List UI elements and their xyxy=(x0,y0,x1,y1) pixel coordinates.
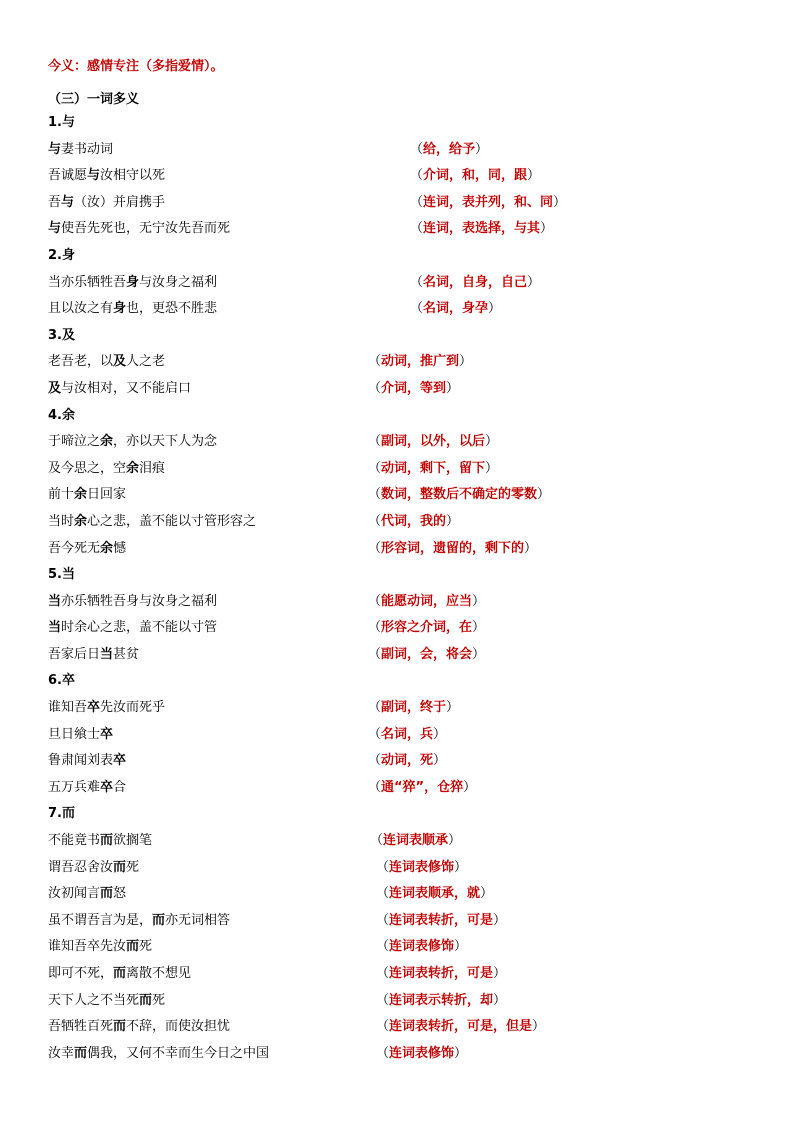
example-text-before: 吾今死无 xyxy=(48,540,101,556)
example-row xyxy=(48,908,768,935)
gloss xyxy=(368,376,459,403)
example-row xyxy=(48,296,768,323)
paren-open: （ xyxy=(376,859,390,875)
example-sentence xyxy=(48,748,126,775)
example-text-before: 即可不死， xyxy=(48,966,114,981)
example-row xyxy=(48,881,768,908)
gloss-text: 副词，会，将会 xyxy=(381,646,473,662)
paren-close: ） xyxy=(485,434,499,450)
word-heading: 7.而 xyxy=(48,806,75,822)
example-text-before: 前十 xyxy=(48,487,75,503)
gloss xyxy=(368,482,550,509)
gloss-text: 介词，等到 xyxy=(381,380,447,396)
example-sentence xyxy=(48,722,113,749)
modern-meaning-text: 感情专注（多指爱情）。 xyxy=(87,59,224,74)
key-word: 及 xyxy=(113,354,127,370)
key-word: 身 xyxy=(126,274,140,290)
example-row xyxy=(48,934,768,961)
example-text-before: 鲁肃闻刘表 xyxy=(48,753,114,769)
key-word: 身 xyxy=(113,301,127,317)
example-sentence xyxy=(48,589,217,616)
gloss xyxy=(376,908,506,935)
example-row xyxy=(48,163,768,190)
example-row xyxy=(48,509,768,536)
key-word: 余 xyxy=(100,540,114,556)
example-text-before: 吾 xyxy=(48,194,62,210)
example-row xyxy=(48,349,768,376)
example-text-before: 当亦乐牺牲吾 xyxy=(48,274,127,290)
paren-close: ） xyxy=(472,646,486,662)
gloss-text: 连词表顺承，就 xyxy=(389,886,481,902)
example-text-after: 先汝而死乎 xyxy=(100,700,166,716)
paren-open: （ xyxy=(410,301,424,317)
key-word: 卒 xyxy=(113,753,127,769)
key-word: 及 xyxy=(48,380,62,396)
example-text-after: 死 xyxy=(126,859,140,875)
example-row xyxy=(48,722,768,749)
key-word: 而 xyxy=(139,992,153,1008)
example-row xyxy=(48,615,768,642)
gloss xyxy=(410,163,540,190)
example-text-after: 死 xyxy=(152,992,166,1008)
word-heading: 4.余 xyxy=(48,407,75,423)
example-sentence xyxy=(48,349,165,376)
example-row xyxy=(48,137,768,164)
paren-close: ） xyxy=(446,700,460,716)
gloss-text: 名词，自身，自己 xyxy=(423,274,528,290)
example-sentence xyxy=(48,855,139,882)
example-text-before: 吾牺牲百死 xyxy=(48,1019,114,1035)
example-row xyxy=(48,775,768,802)
gloss xyxy=(410,270,540,297)
example-text-after: 不辞，而使汝担忧 xyxy=(126,1019,231,1035)
paren-open: （ xyxy=(410,141,424,157)
example-row xyxy=(48,988,768,1015)
paren-close: ） xyxy=(527,168,541,184)
example-row xyxy=(48,1041,768,1068)
example-row xyxy=(48,216,768,243)
key-word: 与 xyxy=(87,168,101,184)
example-row xyxy=(48,429,768,456)
example-text-after: 离散不想见 xyxy=(126,966,192,981)
example-text-before: 当时 xyxy=(48,513,75,529)
example-row xyxy=(48,642,768,669)
paren-open: （ xyxy=(368,726,382,742)
gloss xyxy=(368,536,537,563)
paren-close: ） xyxy=(475,141,489,157)
gloss-text: 动词，死 xyxy=(381,753,434,769)
paren-open: （ xyxy=(368,620,382,636)
paren-close: ） xyxy=(527,274,541,290)
gloss-text: 形容之介词，在 xyxy=(381,620,473,636)
key-word: 当 xyxy=(48,620,62,636)
paren-open: （ xyxy=(376,1019,390,1035)
example-text-before: 老吾老，以 xyxy=(48,354,114,370)
gloss-text: 动词，推广到 xyxy=(381,354,460,370)
gloss xyxy=(368,722,446,749)
example-text-after: 欲搁笔 xyxy=(113,833,153,849)
example-text-after: 也，更恐不胜悲 xyxy=(126,301,218,317)
gloss-text: 副词，以外，以后 xyxy=(381,434,486,450)
paren-open: （ xyxy=(368,700,382,716)
paren-open: （ xyxy=(376,966,390,981)
word-heading: 2.身 xyxy=(48,247,75,263)
example-text-before: 不能竟书 xyxy=(48,833,101,849)
paren-close: ） xyxy=(472,620,486,636)
gloss xyxy=(368,748,446,775)
key-word: 余 xyxy=(100,434,114,450)
paren-open: （ xyxy=(376,886,390,902)
key-word: 余 xyxy=(74,513,88,529)
section-title: （三）一词多义 xyxy=(48,92,140,107)
example-text-after: 怒 xyxy=(113,886,127,902)
paren-open: （ xyxy=(410,168,424,184)
example-text-before: 于啼泣之 xyxy=(48,434,101,450)
paren-close: ） xyxy=(446,513,460,529)
gloss-text: 连词表转折，可是 xyxy=(389,912,494,928)
example-sentence xyxy=(48,1014,230,1041)
example-text-before: 虽不谓吾言为是， xyxy=(48,912,153,928)
example-row xyxy=(48,961,768,988)
word-heading: 5.当 xyxy=(48,567,75,583)
example-text-before: 汝幸 xyxy=(48,1045,75,1061)
example-sentence xyxy=(48,190,165,217)
gloss-text: 连词表修饰 xyxy=(389,859,455,875)
paren-close: ） xyxy=(493,912,507,928)
example-sentence xyxy=(48,536,126,563)
paren-close: ） xyxy=(553,194,567,210)
paren-open: （ xyxy=(368,380,382,396)
key-word: 而 xyxy=(113,859,127,875)
word-heading: 1.与 xyxy=(48,115,75,130)
example-row xyxy=(48,536,768,563)
gloss-text: 通“猝”，仓猝 xyxy=(381,779,464,795)
paren-close: ） xyxy=(433,753,447,769)
example-sentence xyxy=(48,429,217,456)
key-word: 与 xyxy=(48,221,62,237)
key-word: 卒 xyxy=(100,726,114,742)
example-sentence xyxy=(48,482,126,509)
paren-open: （ xyxy=(368,513,382,529)
gloss-text: 连词表转折，可是 xyxy=(389,966,494,981)
example-text-before: 汝初闻言 xyxy=(48,886,101,902)
paren-open: （ xyxy=(376,939,390,955)
example-row xyxy=(48,482,768,509)
example-text-after: 日回家 xyxy=(87,487,127,503)
example-text-before: 谁知吾 xyxy=(48,700,88,716)
gloss xyxy=(368,509,459,536)
gloss xyxy=(376,988,506,1015)
gloss xyxy=(376,934,467,961)
key-word: 而 xyxy=(113,966,127,981)
key-word: 而 xyxy=(100,833,114,849)
example-text-after: 与汝相对，又不能启口 xyxy=(61,380,192,396)
example-text-after: 亦乐牺牲吾身与汝身之福利 xyxy=(61,593,218,609)
example-sentence xyxy=(48,1041,269,1068)
example-text-after: 甚贫 xyxy=(113,646,140,662)
example-sentence xyxy=(48,216,230,243)
gloss xyxy=(376,1041,467,1068)
example-text-before: 天下人之不当死 xyxy=(48,992,140,1008)
example-row xyxy=(48,270,768,297)
example-sentence xyxy=(48,615,217,642)
example-text-after: ，亦以天下人为念 xyxy=(113,434,218,450)
paren-close: ） xyxy=(446,380,460,396)
example-sentence xyxy=(48,296,217,323)
paren-open: （ xyxy=(368,753,382,769)
example-text-before: 吾诚愿 xyxy=(48,168,88,184)
paren-close: ） xyxy=(433,726,447,742)
gloss xyxy=(368,349,472,376)
example-text-before: 旦日飨士 xyxy=(48,726,101,742)
example-text-after: 泪痕 xyxy=(139,460,166,476)
paren-close: ） xyxy=(448,833,462,849)
gloss xyxy=(376,961,506,988)
gloss-text: 形容词，遗留的，剩下的 xyxy=(381,540,525,556)
gloss-text: 动词，剩下，留下 xyxy=(381,460,486,476)
example-sentence xyxy=(48,961,191,988)
example-sentence xyxy=(48,988,165,1015)
example-sentence xyxy=(48,456,165,483)
example-row xyxy=(48,456,768,483)
paren-open: （ xyxy=(376,992,390,1008)
gloss xyxy=(370,828,461,855)
modern-meaning-label: 今义： xyxy=(48,59,88,74)
paren-close: ） xyxy=(454,859,468,875)
key-word: 余 xyxy=(126,460,140,476)
example-text-after: 亦无词相答 xyxy=(165,912,231,928)
paren-close: ） xyxy=(540,221,554,237)
example-row xyxy=(48,695,768,722)
paren-close: ） xyxy=(454,1045,468,1061)
example-sentence xyxy=(48,163,165,190)
paren-open: （ xyxy=(376,912,390,928)
key-word: 而 xyxy=(100,886,114,902)
modern-meaning-line xyxy=(48,55,224,74)
paren-open: （ xyxy=(410,274,424,290)
example-text-before: 及今思之，空 xyxy=(48,460,127,476)
example-sentence xyxy=(48,934,152,961)
example-sentence xyxy=(48,828,152,855)
paren-open: （ xyxy=(368,434,382,450)
word-heading: 3.及 xyxy=(48,327,75,343)
example-sentence xyxy=(48,509,256,536)
example-text-after: 妻书动词 xyxy=(61,141,114,157)
key-word: 卒 xyxy=(100,779,114,795)
gloss-text: 连词表示转折，却 xyxy=(389,992,494,1008)
paren-close: ） xyxy=(472,593,486,609)
example-text-after: 使吾先死也，无宁汝先吾而死 xyxy=(61,221,231,237)
key-word: 当 xyxy=(100,646,114,662)
gloss xyxy=(410,137,488,164)
gloss-text: 代词，我的 xyxy=(381,513,447,529)
gloss xyxy=(410,190,566,217)
paren-close: ） xyxy=(532,1019,546,1035)
paren-close: ） xyxy=(524,540,538,556)
example-text-after: 合 xyxy=(113,779,127,795)
key-word: 与 xyxy=(48,141,62,157)
word-heading: 6.卒 xyxy=(48,673,75,689)
example-row xyxy=(48,1014,768,1041)
gloss-text: 给，给予 xyxy=(423,141,476,157)
gloss xyxy=(368,775,476,802)
example-text-after: 与汝身之福利 xyxy=(139,274,218,290)
gloss-text: 连词，表并列，和、同 xyxy=(423,194,554,210)
example-sentence xyxy=(48,908,230,935)
example-row xyxy=(48,589,768,616)
gloss-text: 连词表修饰 xyxy=(389,1045,455,1061)
example-text-after: 人之老 xyxy=(126,354,166,370)
gloss xyxy=(376,855,467,882)
gloss xyxy=(368,589,485,616)
example-text-after: （汝）并肩携手 xyxy=(74,194,166,210)
gloss xyxy=(376,1014,545,1041)
gloss xyxy=(376,881,493,908)
paren-open: （ xyxy=(368,779,382,795)
key-word: 卒 xyxy=(87,700,101,716)
paren-close: ） xyxy=(480,886,494,902)
gloss xyxy=(410,216,553,243)
gloss-text: 连词，表选择，与其 xyxy=(423,221,541,237)
paren-close: ） xyxy=(454,939,468,955)
example-text-after: 汝相守以死 xyxy=(100,168,166,184)
paren-close: ） xyxy=(493,966,507,981)
example-row xyxy=(48,376,768,403)
example-text-before: 吾家后日 xyxy=(48,646,101,662)
key-word: 而 xyxy=(74,1045,88,1061)
paren-close: ） xyxy=(459,354,473,370)
paren-close: ） xyxy=(485,460,499,476)
example-text-after: 心之悲，盖不能以寸管形容之 xyxy=(87,513,257,529)
example-sentence xyxy=(48,642,139,669)
polysemy-list xyxy=(48,110,768,1067)
gloss xyxy=(368,695,459,722)
paren-open: （ xyxy=(368,487,382,503)
gloss-text: 副词，终于 xyxy=(381,700,447,716)
example-text-before: 谓吾忍舍汝 xyxy=(48,859,114,875)
gloss xyxy=(368,615,485,642)
paren-close: ） xyxy=(463,779,477,795)
gloss xyxy=(368,429,498,456)
example-text-before: 谁知吾卒先汝 xyxy=(48,939,127,955)
paren-open: （ xyxy=(370,833,384,849)
paren-open: （ xyxy=(410,221,424,237)
example-text-after: 时余心之悲，盖不能以寸管 xyxy=(61,620,218,636)
paren-open: （ xyxy=(368,460,382,476)
example-text-after: 憾 xyxy=(113,540,127,556)
paren-open: （ xyxy=(368,354,382,370)
gloss-text: 连词表转折，可是，但是 xyxy=(389,1019,533,1035)
gloss xyxy=(368,642,485,669)
key-word: 而 xyxy=(113,1019,127,1035)
gloss-text: 数词，整数后不确定的零数 xyxy=(381,487,538,503)
gloss xyxy=(368,456,498,483)
example-sentence xyxy=(48,881,126,908)
paren-close: ） xyxy=(488,301,502,317)
paren-open: （ xyxy=(368,593,382,609)
key-word: 而 xyxy=(126,939,140,955)
example-row xyxy=(48,828,768,855)
example-text-after: 死 xyxy=(139,939,153,955)
paren-open: （ xyxy=(368,540,382,556)
example-text-before: 且以汝之有 xyxy=(48,301,114,317)
paren-close: ） xyxy=(537,487,551,503)
example-text-before: 五万兵难 xyxy=(48,779,101,795)
example-text-after: 偶我，又何不幸而生今日之中国 xyxy=(87,1045,270,1061)
example-sentence xyxy=(48,695,165,722)
gloss-text: 名词，兵 xyxy=(381,726,434,742)
example-row xyxy=(48,190,768,217)
gloss-text: 连词表修饰 xyxy=(389,939,455,955)
example-row xyxy=(48,855,768,882)
paren-open: （ xyxy=(368,646,382,662)
paren-close: ） xyxy=(493,992,507,1008)
paren-open: （ xyxy=(376,1045,390,1061)
key-word: 余 xyxy=(74,487,88,503)
example-row xyxy=(48,748,768,775)
key-word: 而 xyxy=(152,912,166,928)
example-sentence xyxy=(48,775,126,802)
gloss-text: 名词，身孕 xyxy=(423,301,489,317)
gloss-text: 连词表顺承 xyxy=(383,833,449,849)
paren-open: （ xyxy=(410,194,424,210)
example-sentence xyxy=(48,376,191,403)
key-word: 与 xyxy=(61,194,75,210)
gloss-text: 介词，和，同，跟 xyxy=(423,168,528,184)
gloss xyxy=(410,296,501,323)
example-sentence xyxy=(48,137,113,164)
example-sentence xyxy=(48,270,217,297)
key-word: 当 xyxy=(48,593,62,609)
gloss-text: 能愿动词，应当 xyxy=(381,593,473,609)
